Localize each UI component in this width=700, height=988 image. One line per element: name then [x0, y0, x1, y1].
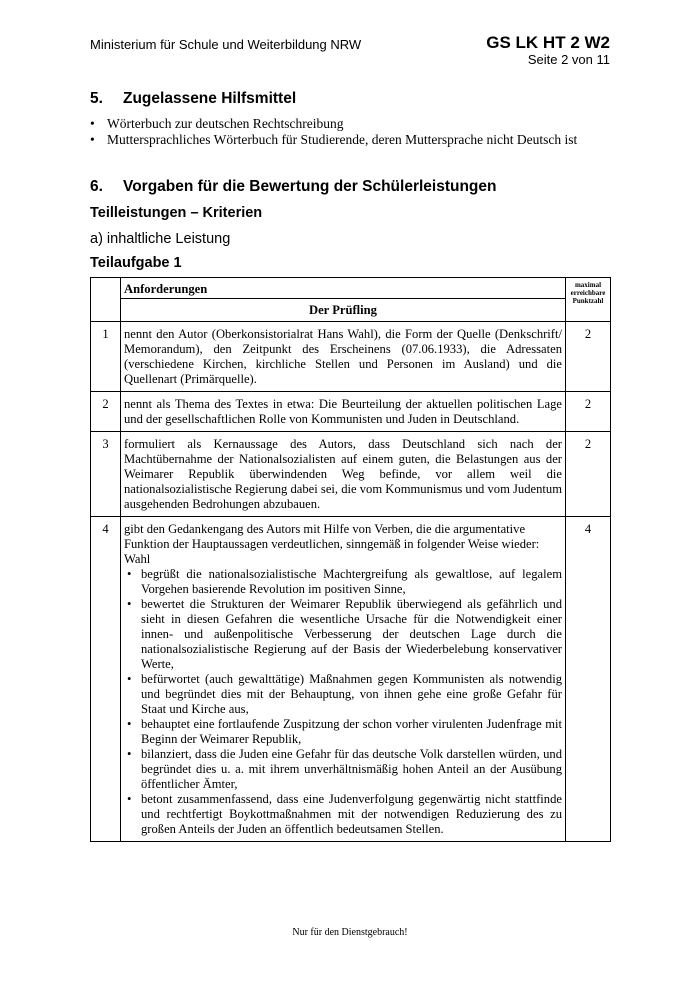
table-row: [91, 392, 611, 432]
row-text-cell: [121, 517, 566, 842]
header-requirements-cell: [121, 278, 566, 322]
requirements-label: Anforderungen: [124, 282, 208, 296]
row-points: 2: [566, 392, 611, 432]
row-text: nennt den Autor (Oberkonsistorialrat Hans Wahl), die Form der Quelle (Denkschrift/ Memorandum), den Zeitpunkt des Erscheinens (07.06.1933), die Adressaten (verschiedene Kirchen, kirchliche Stellen und Personen im Ausland) und die Quellenart (Primärquelle).: [124, 327, 562, 386]
max-points-line2: erreichbare: [570, 289, 606, 297]
section-5-number: 5.: [90, 90, 103, 107]
table-row: [91, 517, 611, 842]
row-text-cell: [121, 432, 566, 517]
max-points-label: [566, 278, 610, 305]
row-intro: gibt den Gedankengang des Autors mit Hilfe von Verben, die die argumentative Funktion der Hauptaussagen verdeutlichen, sinngemäß in folgender Weise wieder: Wahl: [124, 522, 540, 566]
max-points-line1: maximal: [574, 281, 602, 289]
section-6-heading: [90, 178, 497, 196]
row-number: 2: [91, 392, 121, 432]
subheading-criteria: Teilleistungen – Kriterien: [90, 205, 263, 221]
row-points: 4: [566, 517, 611, 842]
section-6-number: 6.: [90, 178, 103, 195]
list-item: • behauptet eine fortlaufende Zuspitzung der schon vorher virulenten Judenfrage mit Beginn der Weimarer Republik,: [124, 717, 562, 747]
table-row: [91, 322, 611, 392]
row-text: nennt als Thema des Textes in etwa: Die Beurteilung der aktuellen politischen Lage und der gesellschaftlichen Rolle von Kommunisten und Juden in Deutschland.: [124, 397, 562, 426]
footer-note: Nur für den Dienstgebrauch!: [292, 927, 408, 938]
subheading-content-performance: a) inhaltliche Leistung: [90, 231, 231, 247]
list-item: • Wörterbuch zur deutschen Rechtschreibung: [90, 116, 630, 132]
ministry-name: Ministerium für Schule und Weiterbildung NRW: [90, 37, 362, 52]
list-item: • begrüßt die nationalsozialistische Machtergreifung als gewaltlose, auf legalem Vorgehen basierende Revolution im positiven Sinne,: [124, 567, 562, 597]
list-item: • bewertet die Strukturen der Weimarer Republik überwiegend als gefährlich und sieht in diesen Gefahren die wesentliche Ursache für die Notwendigkeit einer innen- und außenpolitische Verbesserung der deutschen Lage durch die nationalsozialistische Regierung auf der Basis der Wiederbelebung konservativer Werte,: [124, 597, 562, 672]
criteria-table: [90, 277, 611, 842]
list-item: • betont zusammenfassend, dass eine Judenverfolgung gegenwärtig nicht stattfinde und rechtfertigt Boykottmaßnahmen mit der notwendigen Reduzierung des zu großen Anteils der Juden an öffentlich bedeutsamen Stellen.: [124, 792, 562, 837]
section-5-heading: [90, 90, 296, 108]
section-5-title: Zugelassene Hilfsmittel: [123, 90, 297, 107]
header-points-cell: [566, 278, 611, 322]
row-points: 2: [566, 322, 611, 392]
section-6-title: Vorgaben für die Bewertung der Schülerleistungen: [123, 178, 497, 195]
row-text-cell: [121, 322, 566, 392]
table-row: [91, 432, 611, 517]
argument-list: [124, 567, 562, 837]
page-number: Seite 2 von 11: [527, 52, 610, 67]
document-code: GS LK HT 2 W2: [486, 33, 610, 52]
row-number: 1: [91, 322, 121, 392]
list-item: • bilanziert, dass die Juden eine Gefahr für das deutsche Volk darstellen würden, und begründet dies u. a. mit ihrem unverhältnismäßig hohen Anteil an der Ausübung öffentlicher Ämter,: [124, 747, 562, 792]
max-points-line3: Punktzahl: [572, 297, 604, 305]
list-item: • befürwortet (auch gewalttätige) Maßnahmen gegen Kommunisten als notwendig und begründet dies mit der Behauptung, von ihnen gehe eine große Gefahr für Staat und Kirche aus,: [124, 672, 562, 717]
header-number-cell: [91, 278, 121, 322]
subheading-task-1: Teilaufgabe 1: [90, 255, 182, 271]
row-text: formuliert als Kernaussage des Autors, dass Deutschland sich nach der Machtübernahme der Nationalsozialisten auf einem guten, die Belastungen aus der Weimarer Republik überwindenden Weg befinde, vor allem weil die nationalsozialistische Regierung dabei sei, die vom Kommunismus und vom Judentum ausgehenden Bedrohungen abzubauen.: [124, 437, 562, 511]
row-text-cell: [121, 392, 566, 432]
table-header-row: [91, 278, 611, 322]
row-points: 2: [566, 432, 611, 517]
aids-list: [90, 116, 630, 148]
row-number: 3: [91, 432, 121, 517]
list-item: • Muttersprachliches Wörterbuch für Studierende, deren Muttersprache nicht Deutsch ist: [90, 132, 630, 148]
pupil-label: Der Prüfling: [121, 298, 565, 321]
row-number: 4: [91, 517, 121, 842]
row-text: [121, 517, 565, 841]
